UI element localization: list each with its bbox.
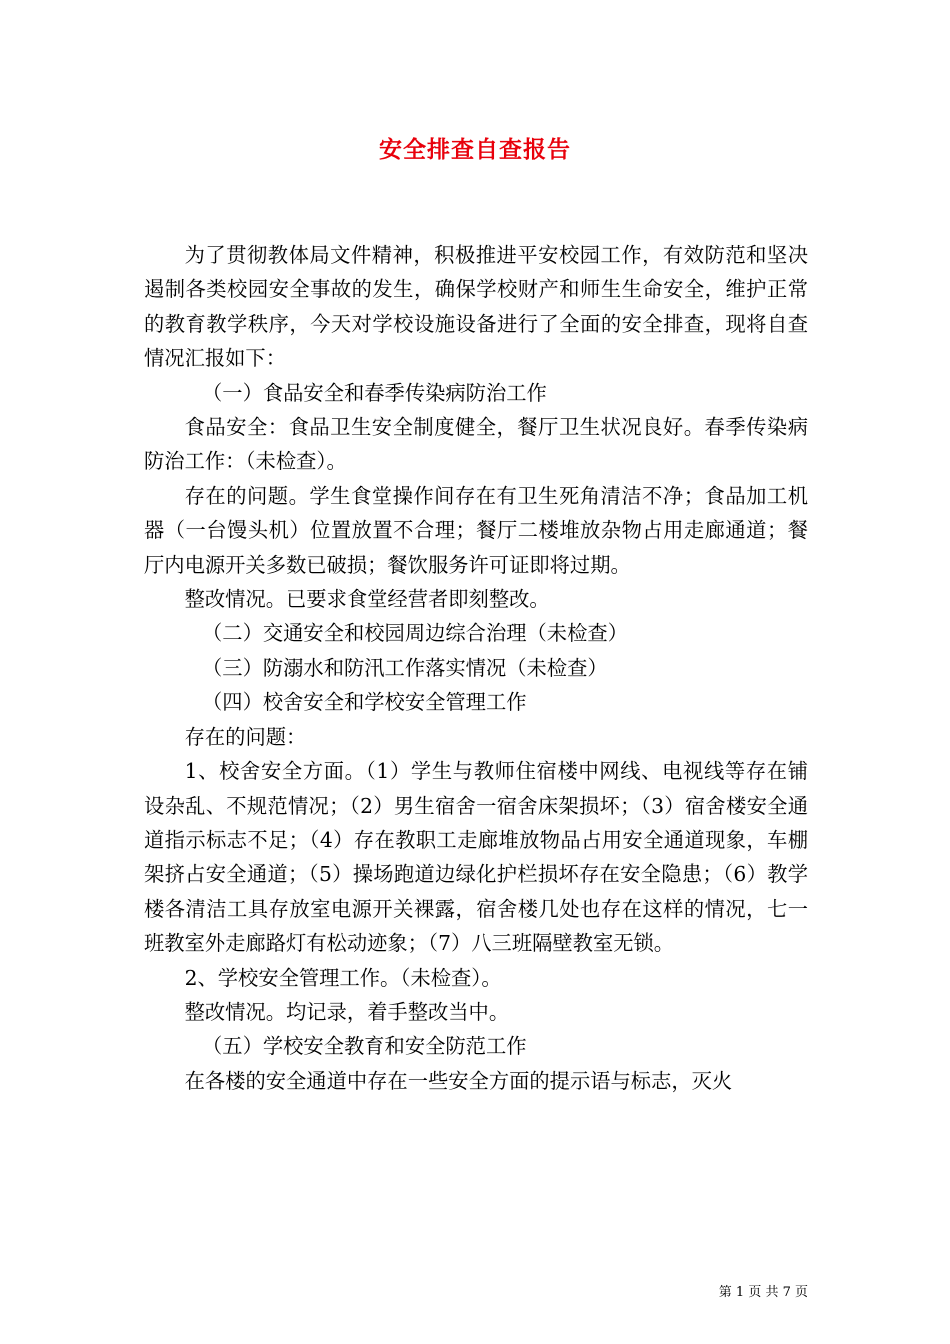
paragraph-food-rectification: 整改情况。已要求食堂经营者即刻整改。 (184, 587, 550, 612)
page-footer: 第 1 页 共 7 页 (718, 1285, 808, 1300)
section-heading-4: （四）校舍安全和学校安全管理工作 (202, 690, 527, 715)
section-heading-5: （五）学校安全教育和安全防范工作 (202, 1034, 527, 1059)
document-body (144, 238, 808, 1098)
section-heading-3: （三）防溺水和防汛工作落实情况（未检查） (202, 655, 608, 680)
paragraph-building-issues: 1、校舍安全方面。（1）学生与教师住宿楼中网线、电视线等存在铺设杂乱、不规范情况；（2）男生宿舍一宿舍床架损坏；（3）宿舍楼安全通道指示标志不足；（4）存在教职工走廊堆放物品占用安全通道现象，车棚架挤占安全通道；（5）操场跑道边绿化护栏损坏存在安全隐患；（6）教学楼各清洁工具存放室电源开关裸露，宿舍楼几处也存在这样的情况，七一班教室外走廊路灯有松动迹象；（7）八三班隔壁教室无锁。 (144, 759, 808, 956)
paragraph-management: 2、学校安全管理工作。（未检查）。 (184, 965, 502, 990)
section-heading-2: （二）交通安全和校园周边综合治理（未检查） (202, 621, 628, 646)
paragraph-food-issues: 存在的问题。学生食堂操作间存在有卫生死角清洁不净；食品加工机器（一台馒头机）位置放置不合理；餐厅二楼堆放杂物占用走廊通道；餐厅内电源开关多数已破损；餐饮服务许可证即将过期。 (144, 483, 808, 577)
paragraph-rectification: 整改情况。均记录，着手整改当中。 (184, 999, 510, 1024)
paragraph-intro: 为了贯彻教体局文件精神，积极推进平安校园工作，有效防范和坚决遏制各类校园安全事故的发生，确保学校财产和师生生命安全，维护正常的教育教学秩序，今天对学校设施设备进行了全面的安全排查，现将自查情况汇报如下： (144, 243, 808, 371)
document-title: 安全排查自查报告 (379, 136, 571, 163)
section-heading-1: （一）食品安全和春季传染病防治工作 (202, 380, 547, 405)
paragraph-safety-education: 在各楼的安全通道中存在一些安全方面的提示语与标志，灭火 (184, 1068, 733, 1093)
paragraph-issues-label: 存在的问题： (184, 724, 307, 749)
paragraph-food-safety: 食品安全：食品卫生安全制度健全，餐厅卫生状况良好。春季传染病防治工作：（未检查）。 (144, 415, 808, 474)
